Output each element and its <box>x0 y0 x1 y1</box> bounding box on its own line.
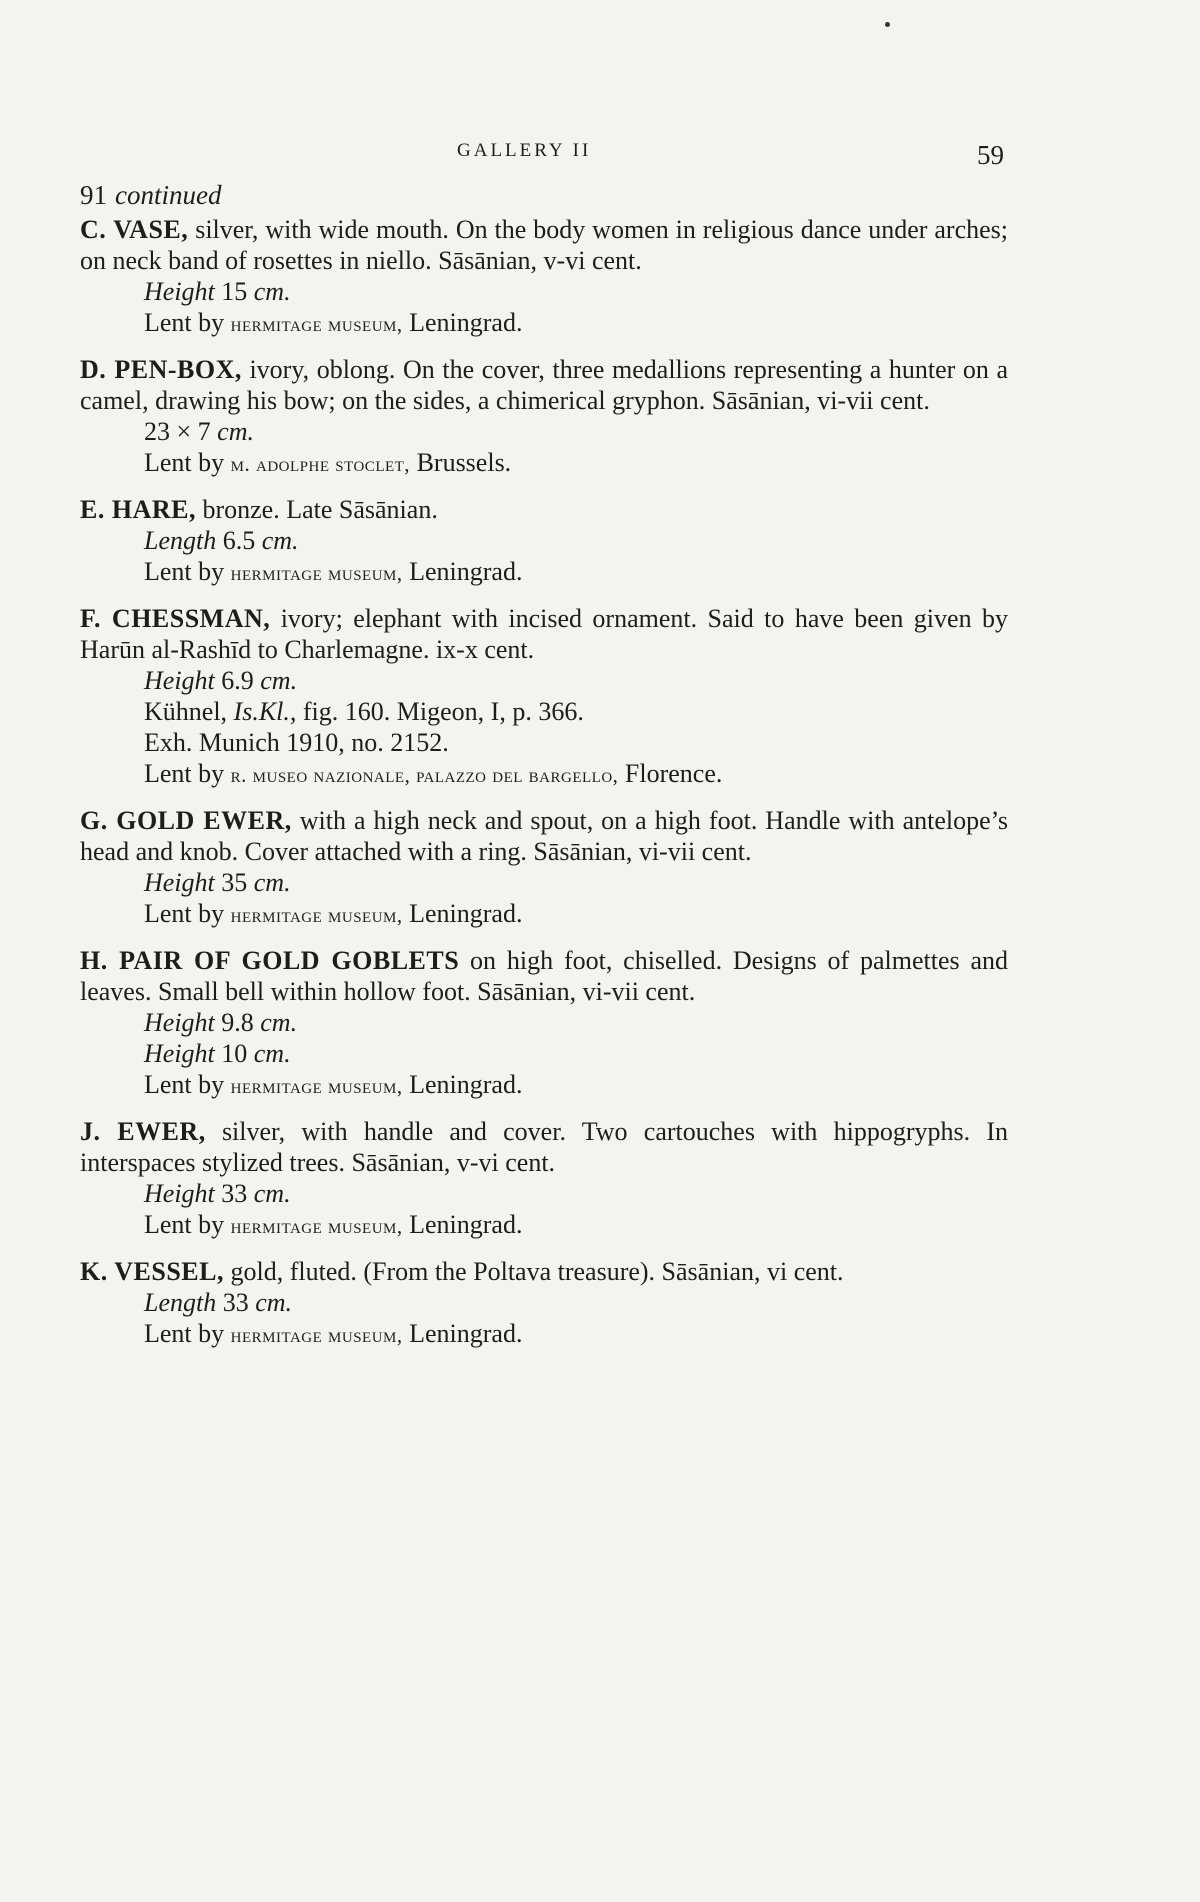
measurement: Height 33 cm. <box>144 1179 291 1208</box>
lender-line: Lent by hermitage museum, Leningrad. <box>144 1319 523 1348</box>
lender-name: hermitage museum, <box>230 903 403 927</box>
entry-letter: E. <box>80 495 105 524</box>
entry-letter: K. <box>80 1257 108 1286</box>
entry-description: gold, fluted. (From the Poltava treasure). Sāsānian, vi cent. <box>230 1257 844 1286</box>
measurement: Height 15 cm. <box>144 277 291 306</box>
entry-d <box>80 354 1008 480</box>
lender-line: Lent by hermitage museum, Leningrad. <box>144 308 523 337</box>
lender-line: Lent by hermitage museum, Leningrad. <box>144 557 523 586</box>
entry-description: bronze. Late Sāsānian. <box>202 495 438 524</box>
measurement: Height 35 cm. <box>144 868 291 897</box>
entry-g <box>80 805 1008 931</box>
lender-name: hermitage museum, <box>230 1214 403 1238</box>
lender-name: hermitage museum, <box>230 561 403 585</box>
ink-speck <box>885 22 890 27</box>
entry-title: VASE, <box>113 215 189 244</box>
entry-title: VESSEL, <box>114 1257 224 1286</box>
lender-line: Lent by r. museo nazionale, palazzo del bargello, Florence. <box>144 759 723 788</box>
entry-description: silver, with handle and cover. Two cartouches with hippogryphs. In interspaces stylized trees. Sāsānian, v-vi cent. <box>80 1117 1009 1177</box>
measurement: Length 33 cm. <box>144 1288 293 1317</box>
entry-number: 91 <box>80 180 107 210</box>
entry-description: on high foot, chiselled. Designs of palmettes and leaves. Small bell within hollow foot. Sāsānian, vi-vii cent. <box>80 946 1009 1006</box>
lender-name: hermitage museum, <box>230 1074 403 1098</box>
entry-letter: G. <box>80 806 108 835</box>
entry-title: PEN-BOX, <box>114 355 242 384</box>
lender-name: r. museo nazionale, palazzo del bargello, <box>230 763 619 787</box>
entry-description: silver, with wide mouth. On the body women in religious dance under arches; on neck band of rosettes in niello. Sāsānian, v-vi cent. <box>80 215 1009 275</box>
entry-description: ivory, oblong. On the cover, three medallions representing a hunter on a camel, drawing his bow; on the sides, a chimerical gryphon. Sāsānian, vi-vii cent. <box>80 355 1008 415</box>
measurement: Height 6.9 cm. <box>144 666 298 695</box>
entry-f <box>80 603 1008 791</box>
exhibition-line: Exh. Munich 1910, no. 2152. <box>144 728 449 757</box>
entry-title: CHESSMAN, <box>111 604 271 633</box>
running-head: GALLERY II <box>457 140 592 161</box>
lender-name: hermitage museum, <box>230 312 403 336</box>
page-number: 59 <box>977 140 1004 170</box>
lender-name: hermitage museum, <box>230 1323 403 1347</box>
entry-letter: D. <box>80 355 107 384</box>
lender-line: Lent by hermitage museum, Leningrad. <box>144 1210 523 1239</box>
entry-h <box>80 945 1008 1102</box>
lender-line: Lent by m. adolphe stoclet, Brussels. <box>144 448 512 477</box>
entry-title: PAIR OF GOLD GOBLETS <box>119 946 460 975</box>
lender-line: Lent by hermitage museum, Leningrad. <box>144 1070 523 1099</box>
measurement: Length 6.5 cm. <box>144 526 299 555</box>
continued-label: continued <box>115 180 222 210</box>
entry-e <box>80 494 1008 589</box>
entry-title: GOLD EWER, <box>116 806 292 835</box>
lender-name: m. adolphe stoclet, <box>230 452 411 476</box>
measurement: Height 10 cm. <box>144 1039 291 1068</box>
entry-letter: H. <box>80 946 108 975</box>
entry-title: HARE, <box>111 495 196 524</box>
entry-letter: J. <box>80 1117 101 1146</box>
page-body <box>80 178 1008 1365</box>
continuation-line <box>80 178 1008 212</box>
entry-letter: F. <box>80 604 101 633</box>
entry-letter: C. <box>80 215 107 244</box>
entry-k <box>80 1256 1008 1351</box>
entry-j <box>80 1116 1008 1242</box>
measurement: Height 9.8 cm. <box>144 1008 298 1037</box>
entry-title: EWER, <box>117 1117 206 1146</box>
bibliography-line: Kühnel, Is.Kl., fig. 160. Migeon, I, p. 366. <box>144 697 584 726</box>
entry-description: ivory; elephant with incised ornament. Said to have been given by Harūn al-Rashīd to Charlemagne. ix-x cent. <box>80 604 1008 664</box>
lender-line: Lent by hermitage museum, Leningrad. <box>144 899 523 928</box>
measurement: 23 × 7 cm. <box>144 417 254 446</box>
entry-c <box>80 214 1008 340</box>
entry-description: with a high neck and spout, on a high foot. Handle with antelope’s head and knob. Cover attached with a ring. Sāsānian, vi-vii cent. <box>80 806 1009 866</box>
